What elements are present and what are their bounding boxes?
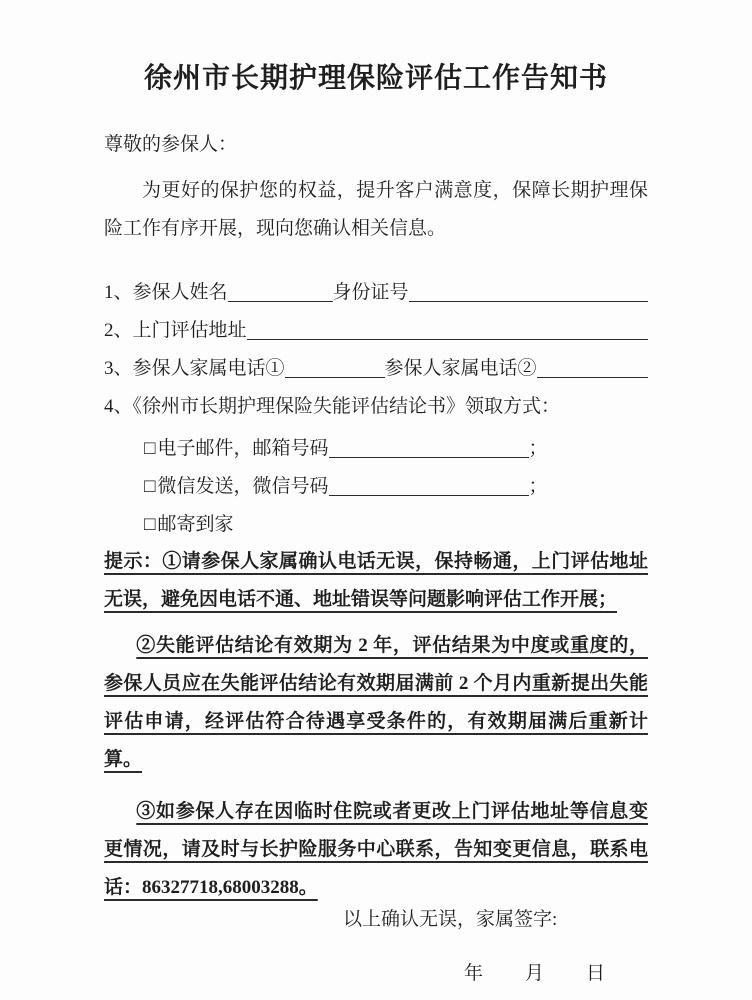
assessment-address-blank-field[interactable] <box>247 339 648 340</box>
family-phone2-blank-field[interactable] <box>537 377 648 378</box>
notice-paragraph-3: ③如参保人存在因临时住院或者更改上门评估地址等信息变更情况，请及时与长护险服务中心联系，告知变更信息，联系电话：86327718,68003288。 <box>104 801 648 898</box>
form-row-phones <box>104 343 648 381</box>
date-day-label: 日 <box>586 963 606 984</box>
signature-label: 以上确认无误，家属签字: <box>343 909 558 930</box>
notice-paragraph-1: 提示：①请参保人家属确认电话无误，保持畅通，上门评估地址无误，避免因电话不通、地址错误等问题影响评估工作开展； <box>104 551 648 610</box>
option-email-label: 电子邮件，邮箱号码 <box>157 438 329 459</box>
id-number-label: 身份证号 <box>332 282 409 303</box>
notice-paragraph-2: ②失能评估结论有效期为 2 年，评估结果为中度或重度的，参保人员应在失能评估结论有效期届满前 2 个月内重新提出失能评估申请，经评估符合待遇享受条件的，有效期届满后重新计算。 <box>104 635 648 770</box>
date-month-label: 月 <box>525 963 545 984</box>
id-number-blank-field[interactable] <box>409 301 648 302</box>
form-row-delivery-method <box>104 381 648 419</box>
insured-name-label: 1、参保人姓名 <box>104 282 228 303</box>
option-wechat <box>144 461 648 499</box>
form-row-name-id <box>104 267 648 305</box>
family-phone1-blank-field[interactable] <box>285 377 385 378</box>
option-mail-home <box>144 499 648 537</box>
delivery-method-label: 4、《徐州市长期护理保险失能评估结论书》领取方式： <box>104 396 561 417</box>
option-wechat-suffix: ； <box>528 476 548 497</box>
insured-name-blank-field[interactable] <box>228 301 333 302</box>
family-phone2-label: 参保人家属电话② <box>384 358 537 379</box>
greeting-line: 尊敬的参保人： <box>104 134 238 155</box>
checkbox-email-icon[interactable]: □ <box>144 438 156 459</box>
email-blank-field[interactable] <box>329 457 529 458</box>
checkbox-mail-icon[interactable]: □ <box>144 514 156 535</box>
date-year-label: 年 <box>464 963 484 984</box>
option-email <box>144 423 648 461</box>
delivery-options <box>104 423 648 537</box>
intro-paragraph: 为更好的保护您的权益，提升客户满意度，保障长期护理保险工作有序开展，现向您确认相关信息。 <box>104 180 648 239</box>
form-row-address <box>104 305 648 343</box>
document-title: 徐州市长期护理保险评估工作告知书 <box>143 63 608 94</box>
option-mail-label: 邮寄到家 <box>157 514 234 535</box>
wechat-blank-field[interactable] <box>329 495 529 496</box>
option-wechat-label: 微信发送，微信号码 <box>157 476 329 497</box>
family-phone1-label: 3、参保人家属电话① <box>104 358 285 379</box>
date-line <box>464 961 648 987</box>
assessment-address-label: 2、上门评估地址 <box>104 320 247 341</box>
checkbox-wechat-icon[interactable]: □ <box>144 476 156 497</box>
option-email-suffix: ； <box>528 438 548 459</box>
